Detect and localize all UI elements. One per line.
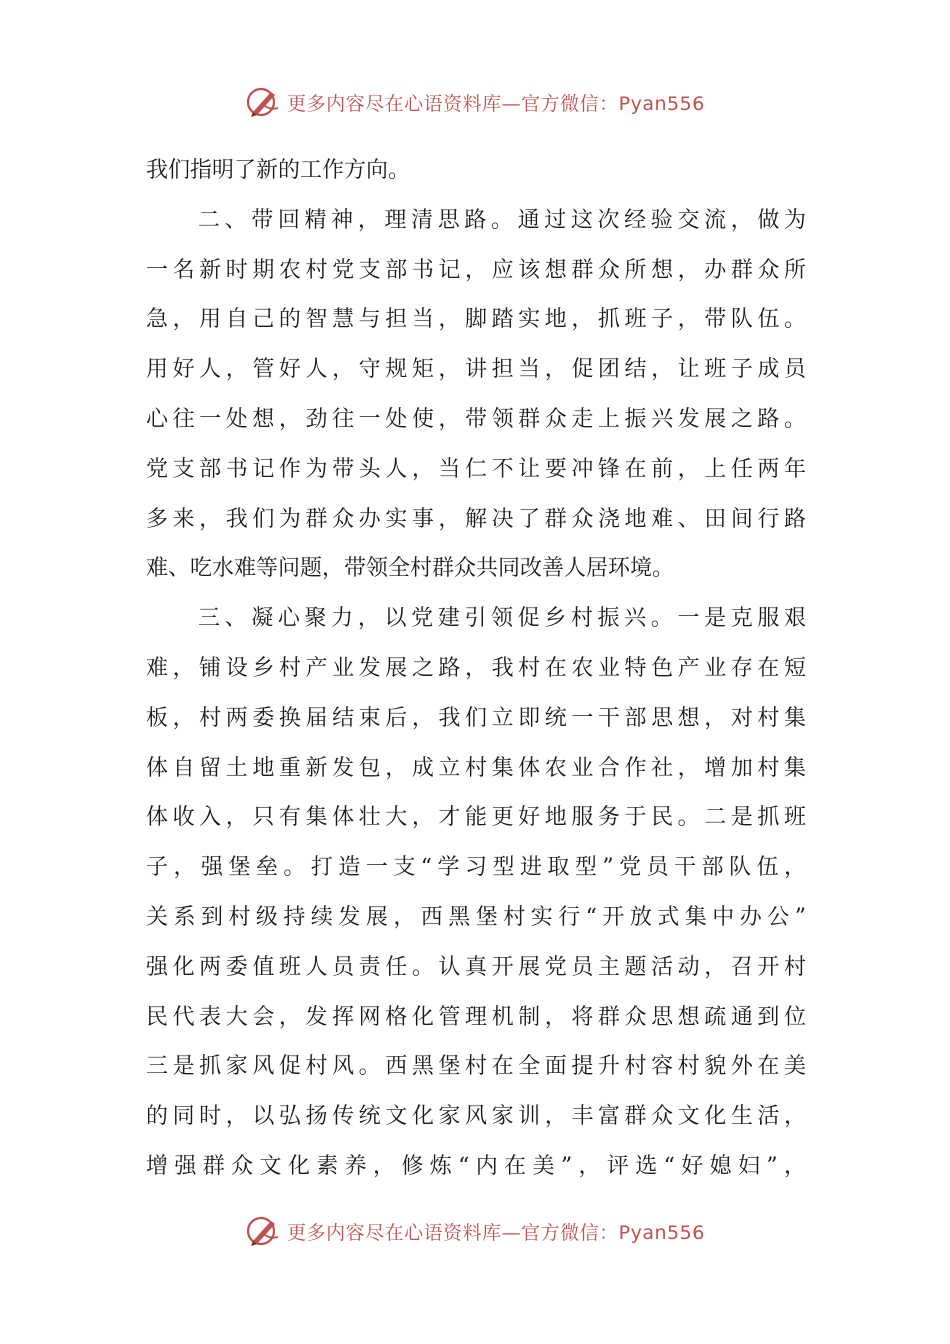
text-line: 急，用自己的智慧与担当，脚踏实地，抓班子，带队伍。 <box>146 307 806 333</box>
text-line: 三是抓家风促村风。西黑堡村在全面提升村容村貌外在美 <box>146 1054 806 1080</box>
footer-banner-label: 更多内容尽在心语资料库—官方微信： <box>287 1221 619 1244</box>
text-line: 党支部书记作为带头人，当仁不让要冲锋在前，上任两年 <box>146 456 806 482</box>
text-line: 的同时，以弘扬传统文化家风家训，丰富群众文化生活， <box>146 1104 806 1130</box>
footer-banner <box>0 1211 950 1251</box>
text-line: 难、吃水难等问题，带领全村群众共同改善人居环境。 <box>146 556 675 582</box>
text-line: 心往一处想，劲往一处使，带领群众走上振兴发展之路。 <box>146 406 806 432</box>
text-line: 体收入，只有集体壮大，才能更好地服务于民。二是抓班 <box>146 805 806 831</box>
text-line: 三、凝心聚力，以党建引领促乡村振兴。一是克服艰 <box>198 606 806 632</box>
header-banner-text <box>287 89 705 116</box>
text-line: 难，铺设乡村产业发展之路，我村在农业特色产业存在短 <box>146 655 806 681</box>
text-line: 我们指明了新的工作方向。 <box>146 158 411 183</box>
text-line: 民代表大会，发挥网格化管理机制，将群众思想疏通到位 <box>146 1004 806 1030</box>
text-line: 体自留土地重新发包，成立村集体农业合作社，增加村集 <box>146 755 806 781</box>
text-line: 强化两委值班人员责任。认真开展党员主题活动，召开村 <box>146 954 806 980</box>
text-line: 增强群众文化素养，修炼“内在美”，评选“好媳妇”， <box>146 1153 806 1179</box>
header-banner-label: 更多内容尽在心语资料库—官方微信： <box>287 92 619 115</box>
text-line: 用好人，管好人，守规矩，讲担当，促团结，让班子成员 <box>146 357 806 383</box>
footer-wechat-id: Pyan556 <box>618 1221 705 1244</box>
pen-logo-icon <box>245 1213 281 1249</box>
text-line: 二、带回精神，理清思路。通过这次经验交流，做为 <box>198 207 806 233</box>
text-line: 多来，我们为群众办实事，解决了群众浇地难、田间行路 <box>146 506 806 532</box>
pen-logo-icon <box>245 84 281 120</box>
document-body <box>146 146 806 1192</box>
header-wechat-id: Pyan556 <box>618 92 705 115</box>
text-line: 一名新时期农村党支部书记，应该想群众所想，办群众所 <box>146 257 806 283</box>
text-line: 板，村两委换届结束后，我们立即统一干部思想，对村集 <box>146 705 806 731</box>
footer-banner-text <box>287 1218 705 1245</box>
text-line: 关系到村级持续发展，西黑堡村实行“开放式集中办公” <box>146 904 806 930</box>
text-line: 子，强堡垒。打造一支“学习型进取型”党员干部队伍， <box>146 855 806 881</box>
header-banner <box>0 82 950 122</box>
